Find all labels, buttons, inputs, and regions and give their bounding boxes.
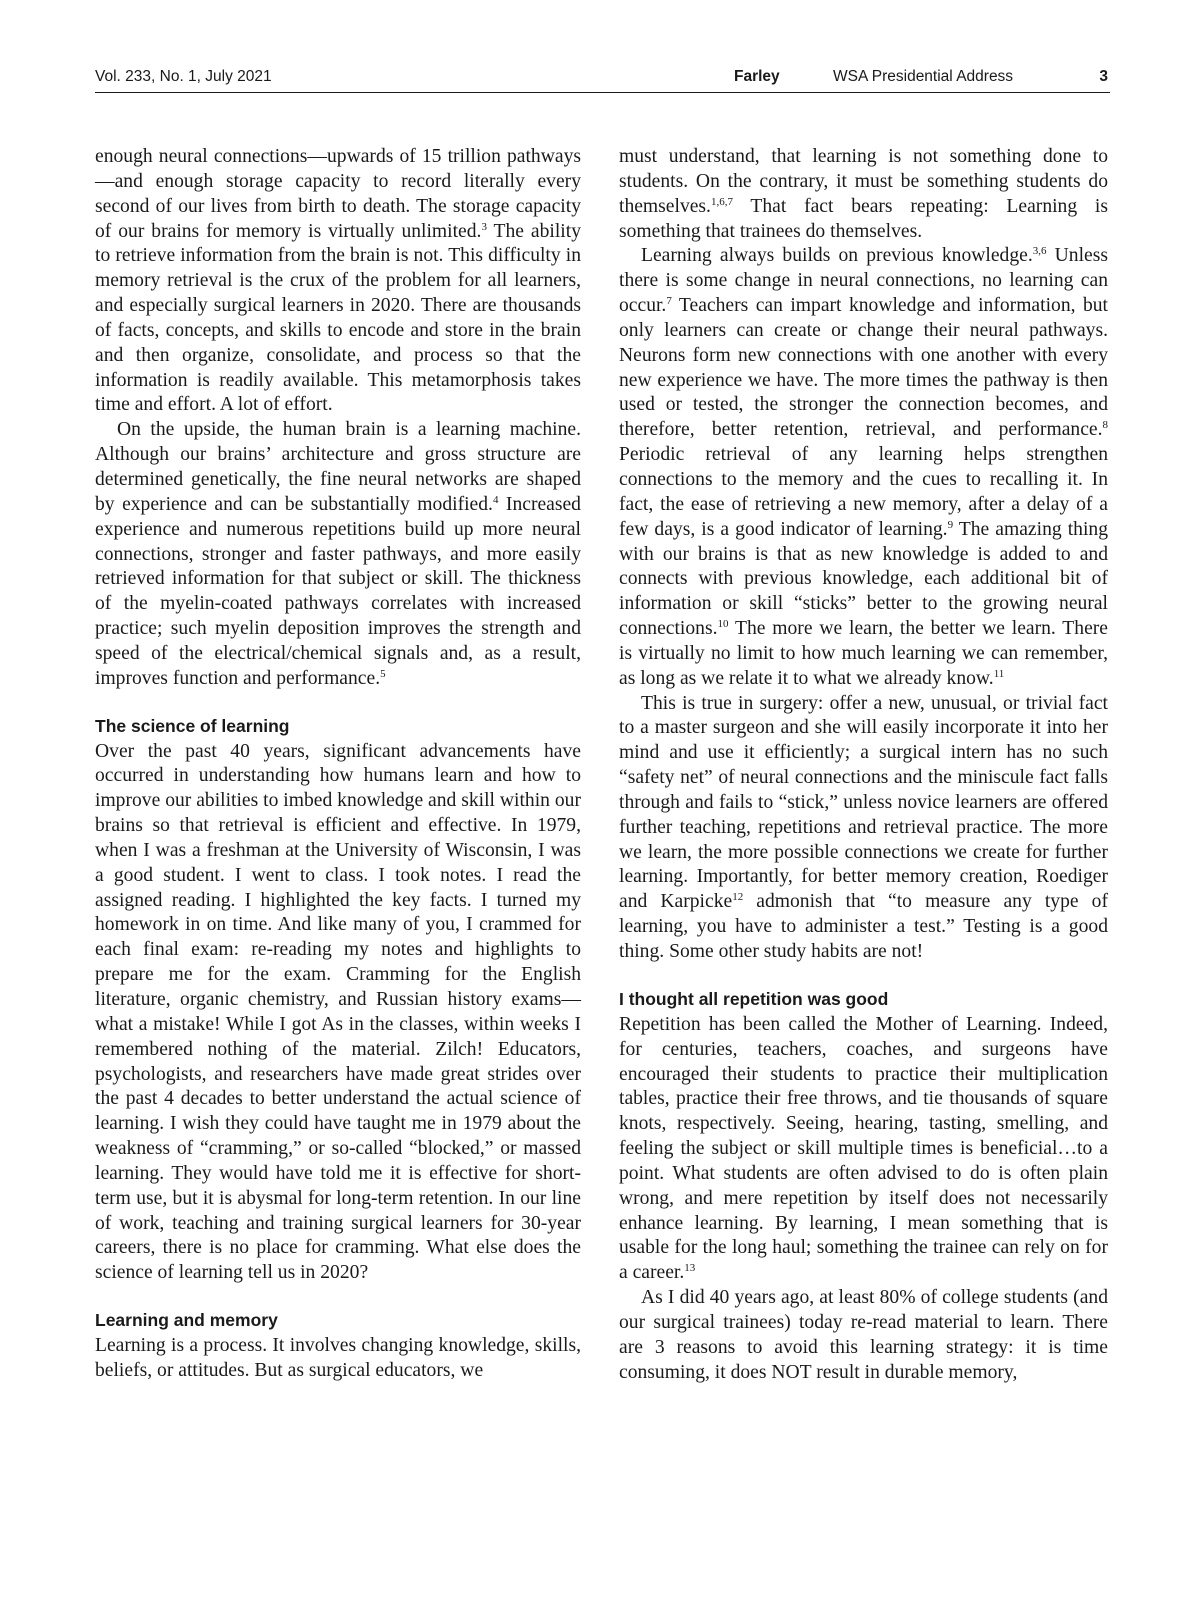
citation-superscript: 11 <box>993 667 1005 680</box>
running-header <box>95 66 1110 93</box>
citation-superscript: 3 <box>481 220 487 233</box>
journal-citation: Vol. 233, No. 1, July 2021 <box>95 68 272 85</box>
citation-superscript: 12 <box>732 891 744 904</box>
running-title: WSA Presidential Address <box>833 68 1014 85</box>
citation-superscript: 7 <box>666 295 672 308</box>
paragraph: This is true in surgery: offer a new, unusual, or trivial fact to a master surgeon and she will easily incorporate it into her mind and use it efficiently; a surgical intern has no such “safety net” of neural connections and the miniscule fact falls through and fails to “stick,” unless novice learners are offered further teaching, repetitions and retrieval practice. The more we learn, the more possible connections we create for further learning. Importantly, for better memory creation, Roediger and Karpicke$^{12}$ admonish that “to measure any type of learning, you have to administer a test.” Testing is a good thing. Some other study habits are not! <box>619 692 1108 962</box>
paragraph: On the upside, the human brain is a learning machine. Although our brains’ architecture and gross structure are determined genetically, the fine neural networks are shaped by experience and can be substantially modified.$^4$ Increased experience and numerous repetitions build up more neural connections, stronger and faster pathways, and more easily retrieved information for that subject or skill. The thickness of the myelin-coated pathways correlates with increased practice; such myelin deposition improves the strength and speed of the electrical/chemical signals and, as a result, improves function and performance.$^5$ <box>95 419 581 689</box>
paragraph: must understand, that learning is not something done to students. On the contrary, it must be something students do themselves.$^{1,6,7}$ That fact bears repeating: Learning is something that trainees do themselves. <box>619 146 1108 242</box>
citation-superscript: 13 <box>684 1262 696 1275</box>
right-column <box>619 145 1108 1386</box>
citation-superscript: 4 <box>492 493 499 506</box>
citation-superscript: 5 <box>380 667 386 680</box>
paragraph: Over the past 40 years, significant advancements have occurred in understanding how humans learn and how to improve our abilities to imbed knowledge and skill within our brains so that retrieval is efficient and effective. In 1979, when I was a freshman at the University of Wisconsin, I was a good student. I went to class. I took notes. I read the assigned reading. I highlighted the key facts. I turned my homework in on time. And like many of you, I crammed for each final exam: re-reading my notes and highlights to prepare me for the exam. Cramming for the English literature, organic chemistry, and Russian history exams—what a mistake! While I got As in the classes, within weeks I remembered nothing of the material. Zilch! Educators, psychologists, and researchers have made great strides over the past 4 decades to better understand the actual science of learning. I wish they could have taught me in 1979 about the weakness of “cramming,” or so-called “blocked,” or massed learning. They would have told me it is effective for short-term use, but it is abysmal for long-term retention. In our line of work, teaching and training surgical learners for 30-year careers, there is no place for cramming. What else does the science of learning tell us in 2020? <box>95 740 581 1284</box>
paragraph: Repetition has been called the Mother of Learning. Indeed, for centuries, teachers, coaches, and surgeons have encouraged their students to practice their multiplication tables, practice their free throws, and tie thousands of square knots, respectively. Seeing, hearing, tasting, smelling, and feeling the subject or skill multiple times is beneficial…to a point. What students are often advised to do is often plain wrong, and mere repetition by itself does not necessarily enhance learning. By learning, I mean something that is usable for the long haul; something the trainee can rely on for a career.$^{13}$ <box>619 1013 1108 1284</box>
running-author: Farley <box>734 68 780 85</box>
citation-superscript: 8 <box>1102 419 1108 432</box>
citation-superscript: 3,6 <box>1032 245 1047 258</box>
paragraph: enough neural connections—upwards of 15 trillion pathways—and enough storage capacity to record literally every second of our lives from birth to death. The storage capacity of our brains for memory is virtually unlimited.$^3$ The ability to retrieve information from the brain is not. This difficulty in memory retrieval is the crux of the problem for all learners, and especially surgical learners in 2020. There are thousands of facts, concepts, and skills to encode and store in the brain and then organize, consolidate, and process so that the information is readily available. This metamorphosis takes time and effort. A lot of effort. <box>95 146 581 416</box>
section-heading: The science of learning <box>95 715 290 736</box>
left-column <box>95 145 581 1384</box>
page-number: 3 <box>1099 68 1108 85</box>
section-heading: Learning and memory <box>95 1310 278 1331</box>
section-heading: I thought all repetition was good <box>619 988 889 1009</box>
paragraph: Learning always builds on previous knowledge.$^{3,6}$ Unless there is some change in neural connections, no learning can occur.$^7$ Teachers can impart knowledge and information, but only learners can create or change their neural pathways. Neurons form new connections with one another with every new experience we have. The more times the pathway is then used or tested, the stronger the connection becomes, and therefore, better retention, retrieval, and performance.$^8$ Periodic retrieval of any learning helps strengthen connections to the memory and the cues to recalling it. In fact, the ease of retrieving a new memory, after a delay of a few days, is a good indicator of learning.$^9$ The amazing thing with our brains is that as new knowledge is added to and connects with previous knowledge, each additional bit of information or skill “sticks” better to the growing neural connections.$^{10}$ The more we learn, the better we learn. There is virtually no limit to how much learning we can remember, as long as we relate it to what we already know.$^{11}$ <box>619 245 1108 689</box>
citation-superscript: 1,6,7 <box>710 195 733 208</box>
paragraph: Learning is a process. It involves changing knowledge, skills, beliefs, or attitudes. But as surgical educators, we <box>95 1335 581 1381</box>
citation-superscript: 10 <box>717 618 729 631</box>
citation-superscript: 9 <box>947 518 954 531</box>
paragraph: As I did 40 years ago, at least 80% of college students (and our surgical trainees) today re-read material to learn. There are 3 reasons to avoid this learning strategy: it is time consuming, it does NOT result in durable memory, <box>619 1287 1108 1383</box>
